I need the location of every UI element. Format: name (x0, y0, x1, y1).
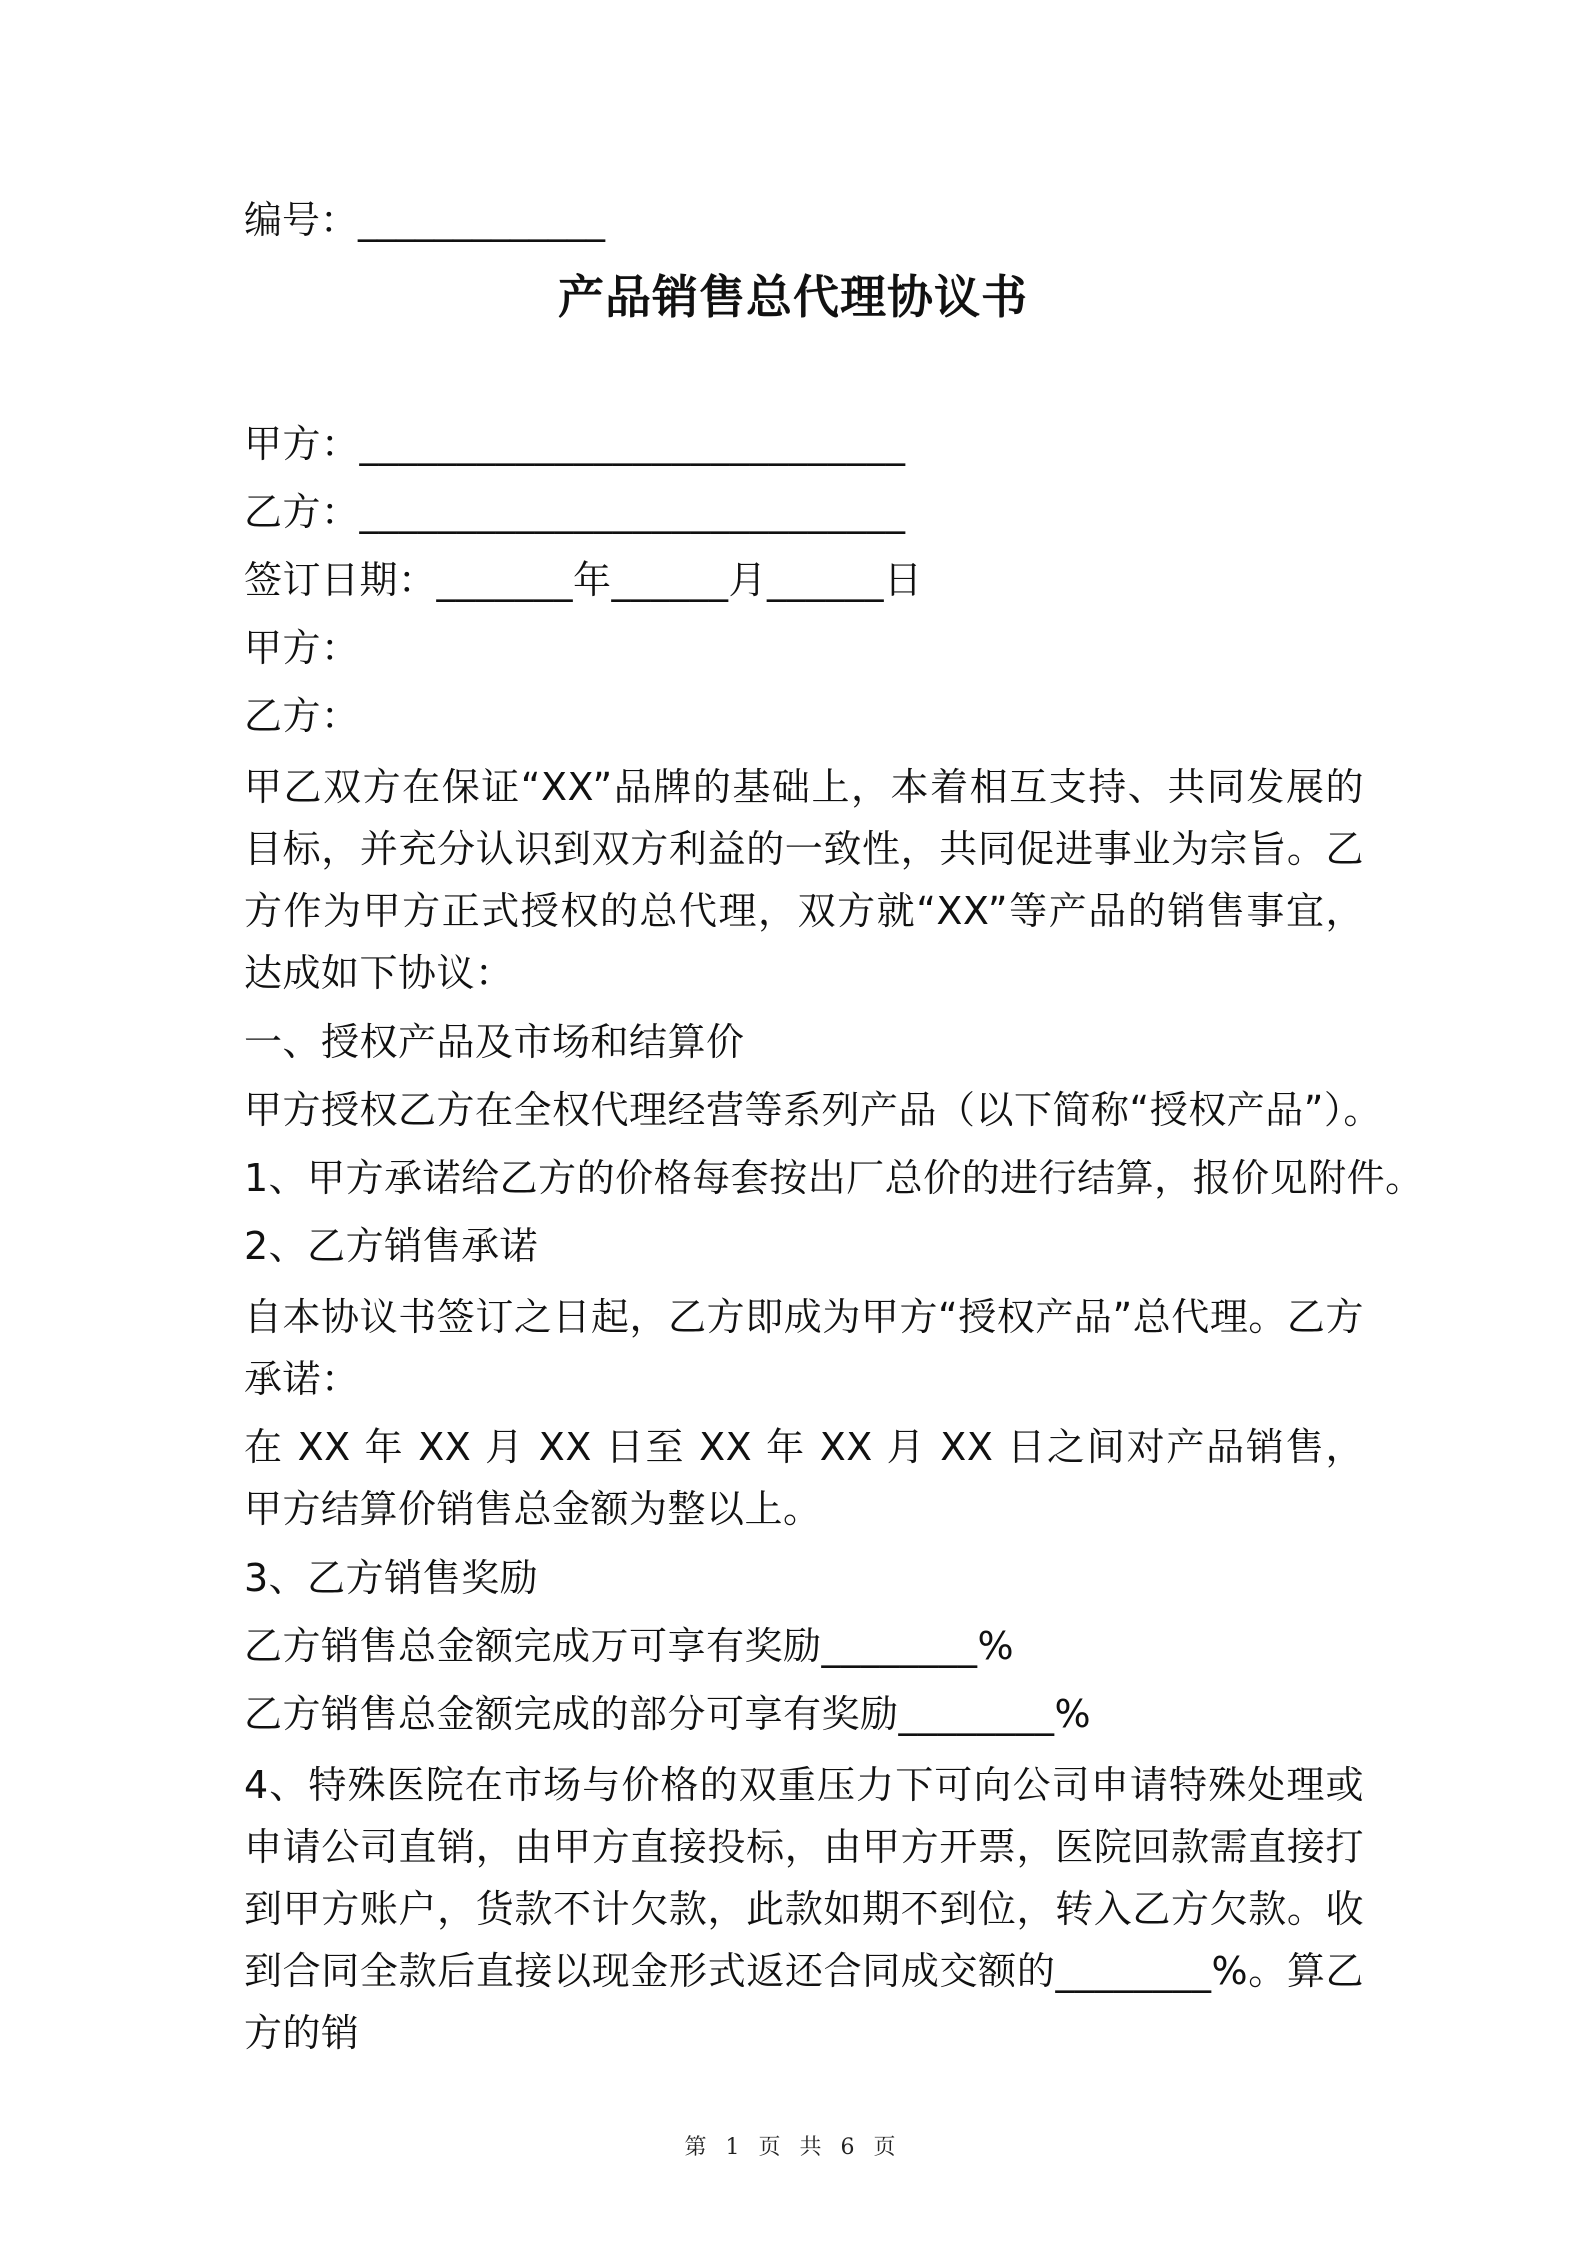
sign-date: 签订日期：_______年______月______日 (244, 558, 923, 602)
item-3-line-1: 乙方销售总金额完成万可享有奖励________% (244, 1624, 1015, 1668)
document-title: 产品销售总代理协议书 (558, 270, 1028, 324)
page-footer: 第 1 页 共 6 页 (684, 2135, 902, 2160)
section-1-text: 甲方授权乙方在全权代理经营等系列产品（以下简称“授权产品”）。 (244, 1088, 1382, 1132)
party-b-blank: 乙方：____________________________ (244, 490, 906, 534)
document-number: 编号：_____________ (244, 198, 606, 242)
document-body (244, 410, 1424, 2068)
section-1-title: 一、授权产品及市场和结算价 (244, 1020, 745, 1064)
party-b-label: 乙方： (244, 694, 360, 738)
party-a-label: 甲方： (244, 626, 360, 670)
party-a-blank: 甲方：____________________________ (244, 422, 906, 466)
item-2-detail: 在 XX 年 XX 月 XX 日至 XX 年 XX 月 XX 日之间对产品销售，甲方结算价销售总金额为整以上。 (244, 1425, 1364, 1531)
item-3-title: 3、乙方销售奖励 (244, 1556, 539, 1600)
intro-paragraph: 甲乙双方在保证“XX”品牌的基础上，本着相互支持、共同发展的目标，并充分认识到双方利益的一致性，共同促进事业为宗旨。乙方作为甲方正式授权的总代理，双方就“XX”等产品的销售事宜，达成如下协议： (244, 765, 1364, 995)
item-1-text: 1、甲方承诺给乙方的价格每套按出厂总价的进行结算，报价见附件。 (244, 1156, 1424, 1200)
item-4-text: 4、特殊医院在市场与价格的双重压力下可向公司申请特殊处理或申请公司直销，由甲方直接投标，由甲方开票，医院回款需直接打到甲方账户，货款不计欠款，此款如期不到位，转入乙方欠款。收到合同全款后直接以现金形式返还合同成交额的________%。算乙方的销 (244, 1763, 1364, 2055)
item-2-text: 自本协议书签订之日起，乙方即成为甲方“授权产品”总代理。乙方承诺： (244, 1295, 1364, 1401)
item-3-line-2: 乙方销售总金额完成的部分可享有奖励________% (244, 1692, 1092, 1736)
item-2-title: 2、乙方销售承诺 (244, 1224, 539, 1268)
